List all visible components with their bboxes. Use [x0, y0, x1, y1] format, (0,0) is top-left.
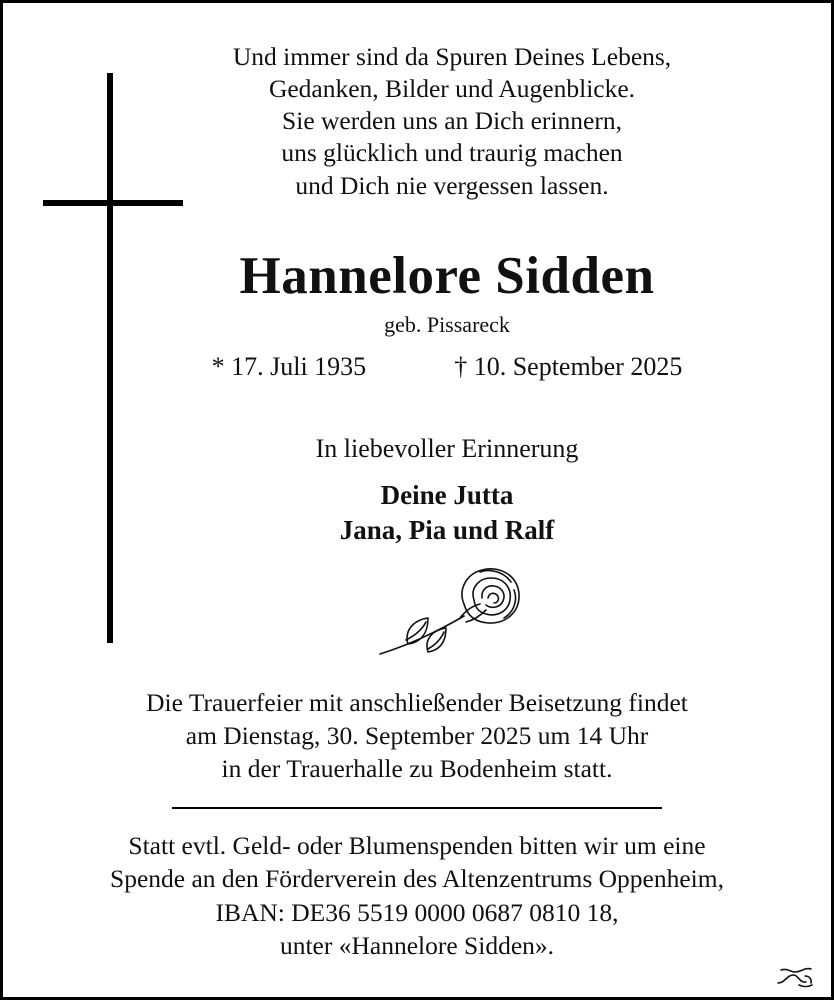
divider [172, 807, 662, 809]
birth-date: * 17. Juli 1935 [211, 351, 367, 381]
poem-line-1: Und immer sind da Spuren Deines Lebens, [232, 42, 672, 71]
family-line-2: Jana, Pia und Ralf [339, 514, 555, 545]
deceased-name: Hannelore Sidden [239, 246, 655, 305]
poem-line-2: Gedanken, Bilder und Augenblicke. [268, 74, 636, 104]
death-date: † 10. September 2025 [454, 351, 683, 381]
donation-line-2: Spende an den Förderverein des Altenzentrums Oppenheim, [110, 864, 724, 894]
cross-horizontal-bar [43, 200, 183, 206]
poem-line-3: Sie werden uns an Dich erinnern, [282, 106, 622, 136]
family-line-1: Deine Jutta [380, 479, 514, 510]
donation-line-4: unter «Hannelore Sidden». [279, 930, 555, 960]
donation-line-1: Statt evtl. Geld- oder Blumenspenden bitten wir um eine [128, 831, 706, 861]
cross-icon [43, 73, 183, 643]
memorial-intro: In liebevoller Erinnerung [315, 433, 579, 463]
ceremony-block [21, 686, 813, 785]
ceremony-line-1: Die Trauerfeier mit anschließender Beisetzung findet [146, 687, 688, 717]
ceremony-line-3: in der Trauerhalle zu Bodenheim statt. [221, 754, 613, 784]
publisher-logo-icon [775, 963, 815, 989]
cross-vertical-bar [107, 73, 113, 643]
poem-line-4: uns glücklich und traurig machen [281, 138, 623, 168]
donation-block [21, 829, 813, 962]
poem-line-5: und Dich nie vergessen lassen. [295, 170, 609, 200]
donation-line-3: IBAN: DE36 5519 0000 0687 0810 18, [215, 897, 619, 927]
deceased-maiden-name: geb. Pissareck [384, 311, 510, 337]
ceremony-line-2: am Dienstag, 30. September 2025 um 14 Uhr [185, 720, 649, 750]
